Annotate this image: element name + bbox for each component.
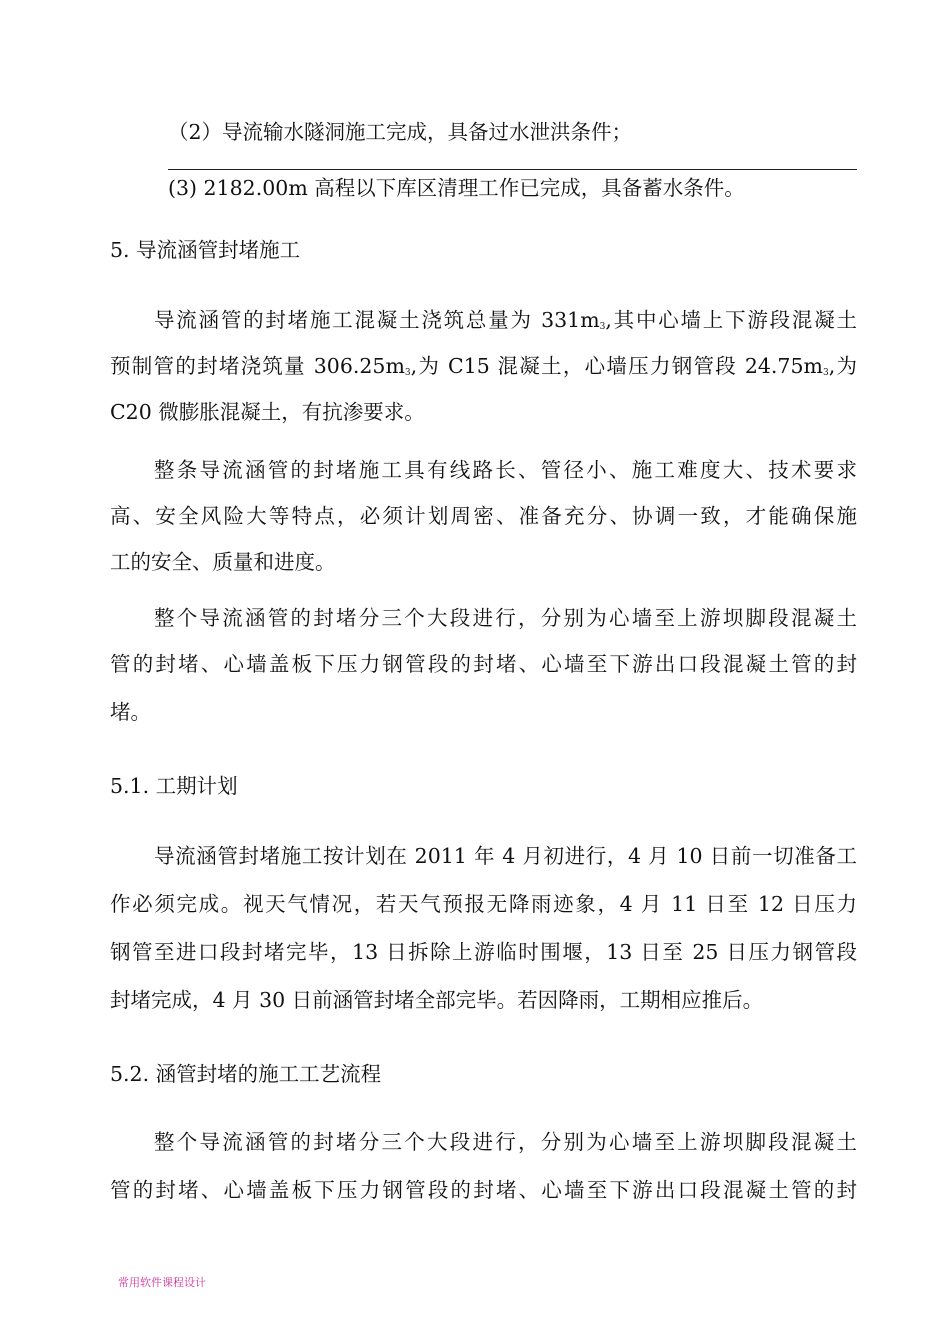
horizontal-rule — [168, 169, 857, 170]
s5-p3-line2: 管的封堵、心墙盖板下压力钢管段的封堵、心墙至下游出口段混凝土管的封 — [110, 652, 857, 676]
s52-p1-line1: 整个导流涵管的封堵分三个大段进行，分别为心墙至上游坝脚段混凝土 — [154, 1130, 857, 1154]
list-item-3: (3) 2182.00m 高程以下库区清理工作已完成，具备蓄水条件。 — [168, 176, 745, 200]
section-5-1-heading: 5.1. 工期计划 — [110, 774, 238, 798]
s51-p1-line2: 作必须完成。视天气情况，若天气预报无降雨迹象，4 月 11 日至 12 日压力 — [110, 892, 857, 916]
section-5-2-heading: 5.2. 涵管封堵的施工工艺流程 — [110, 1062, 382, 1086]
s52-p1-line2: 管的封堵、心墙盖板下压力钢管段的封堵、心墙至下游出口段混凝土管的封 — [110, 1178, 857, 1202]
s51-p1-line4: 封堵完成，4 月 30 日前涵管封堵全部完毕。若因降雨，工期相应推后。 — [110, 988, 764, 1012]
s51-p1-line1: 导流涵管封堵施工按计划在 2011 年 4 月初进行，4 月 10 日前一切准备工 — [154, 844, 857, 868]
page-footer: 常用软件课程设计 — [118, 1276, 206, 1289]
s51-p1-line3: 钢管至进口段封堵完毕，13 日拆除上游临时围堰，13 日至 25 日压力钢管段 — [110, 940, 857, 964]
list-item-2: （2）导流输水隧洞施工完成，具备过水泄洪条件； — [168, 120, 633, 144]
s5-p2-line2: 高、安全风险大等特点，必须计划周密、准备充分、协调一致，才能确保施 — [110, 504, 857, 528]
s5-p2-line1: 整条导流涵管的封堵施工具有线路长、管径小、施工难度大、技术要求 — [154, 458, 857, 482]
s5-p1-line1: 导流涵管的封堵施工混凝土浇筑总量为 $331m_3$,其中心墙上下游段混凝土 — [154, 308, 857, 332]
s5-p1-line2: 预制管的封堵浇筑量 $306.25m_3$,为 C15 混凝土，心墙压力钢管段 $24.75m_3$,为 — [110, 354, 857, 378]
s5-p1-line3: C20 微膨胀混凝土，有抗渗要求。 — [110, 400, 425, 424]
s5-p3-line1: 整个导流涵管的封堵分三个大段进行，分别为心墙至上游坝脚段混凝土 — [154, 606, 857, 630]
s5-p3-line3: 堵。 — [110, 700, 151, 724]
section-5-heading: 5. 导流涵管封堵施工 — [110, 238, 301, 262]
s5-p2-line3: 工的安全、质量和进度。 — [110, 550, 336, 574]
